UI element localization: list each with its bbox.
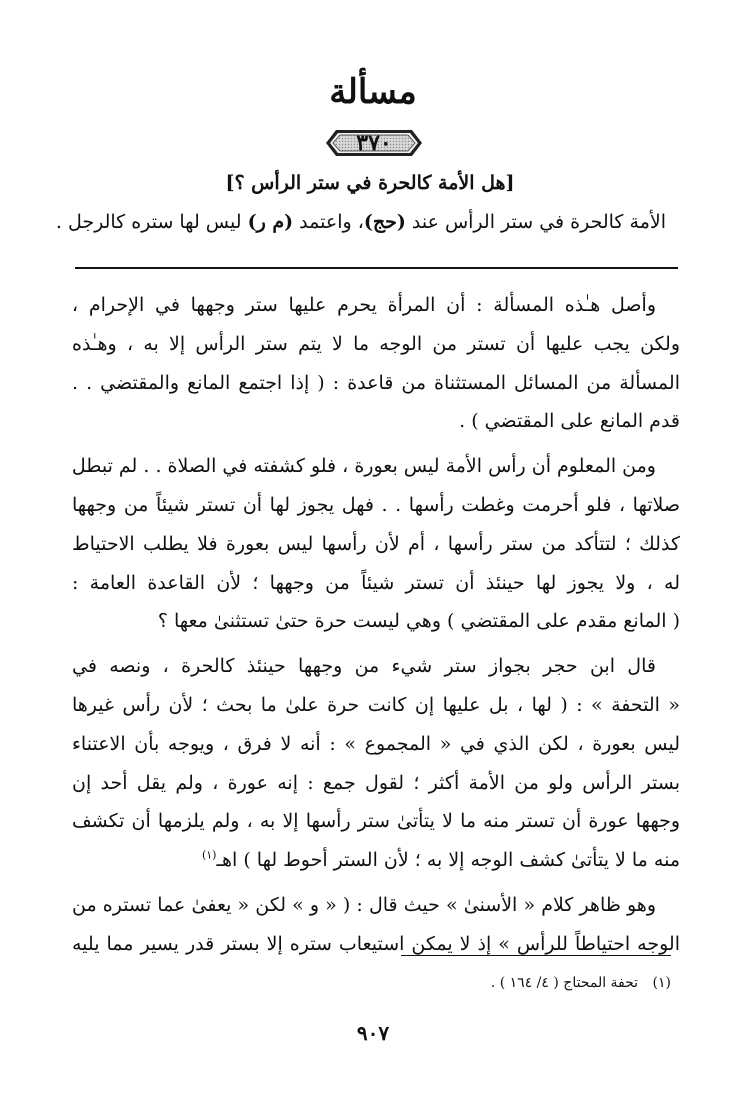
footnote-marker[interactable]: (١)	[201, 848, 217, 862]
text-line: الوجه احتياطاً للرأس » إذ لا يمكن استيعاب ستره إلا بستر قدر يسير مما يليه	[72, 932, 680, 955]
text-line: وأصل هـٰذه المسألة : أن المرأة يحرم عليها ستر وجهها في الإحرام ،	[72, 294, 656, 316]
ruling-text-2: ، واعتمد	[299, 211, 364, 233]
text-line: قدم المانع على المقتضي ) .	[459, 410, 680, 433]
footnote-number: (١)	[652, 975, 671, 991]
text-line: وهو ظاهر كلام « الأسنىٰ » حيث قال : ( « و » لكن « يعفىٰ عما تستره من	[72, 893, 656, 916]
footnote-text: تحفة المحتاج ( ٤/ ١٦٤ ) .	[490, 975, 639, 991]
text-line: له ، ولا يجوز لها حينئذ أن تستر شيئاً من وجهها ؛ لأن القاعدة العامة :	[72, 571, 680, 594]
footnote-separator	[401, 955, 671, 956]
paragraph	[72, 647, 680, 880]
text-line: ليس بعورة ، لكن الذي في « المجموع » : أنه لا فرق ، ويوجه بأن الاعتناء	[72, 732, 680, 755]
paragraph	[72, 286, 680, 441]
paragraph	[72, 447, 680, 641]
text-line: قال ابن حجر بجواز ستر شيء من وجهها حينئذ كالحرة ، ونصه في	[72, 655, 656, 678]
ruling-text-1: الأمة كالحرة في ستر الرأس عند	[411, 211, 666, 233]
text-line: ( المانع مقدم على المقتضي ) وهي ليست حرة حتىٰ تستثنىٰ معها ؟	[157, 610, 680, 633]
section-title: مسألة	[329, 72, 417, 112]
body-text	[72, 286, 680, 964]
text-line: « التحفة » : ( لها ، بل عليها إن كانت حرة علىٰ ما بحث ؛ لأن رأس غيرها	[72, 693, 680, 716]
footnote	[71, 972, 671, 994]
text-line: صلاتها ، فلو أحرمت وغطت رأسها . . فهل يجوز لها أن تستر شيئاً من وجهها	[72, 493, 680, 516]
text-line	[72, 841, 680, 880]
separator-rule	[75, 267, 678, 269]
paragraph	[72, 886, 680, 964]
text-line: ومن المعلوم أن رأس الأمة ليس بعورة ، فلو كشفته في الصلاة . . لم تبطل	[72, 455, 656, 478]
text-line: ولكن يجب عليها أن تستر من الوجه ما لا يتم ستر الرأس إلا به ، وهـٰذه	[72, 332, 680, 355]
text-line: المسألة من المسائل المستثناة من قاعدة : ( إذا اجتمع المانع والمقتضي . .	[72, 371, 680, 394]
issue-number-badge	[326, 128, 422, 158]
ruling-text-3: ليس لها ستره كالرجل .	[55, 211, 242, 233]
ruling-summary	[46, 204, 666, 240]
text-line: وجهها عورة أن تستر منه ما لا يتأتىٰ ستر رأسها إلا به ، ولم يلزمها أن تكشف	[72, 810, 680, 833]
text-line: بستر الرأس ولو من الأمة أكثر ؛ لقول جمع : إنه عورة ، ولم يقل أحد إن	[72, 771, 680, 794]
ruling-abbr-ramli: (م ر)	[247, 211, 294, 233]
ruling-abbr-hajar: (حج)	[363, 211, 406, 233]
text-line: كذلك ؛ لتتأكد من ستر رأسها ، أم لأن رأسها ليس بعورة فلا يطلب الاحتياط	[72, 532, 680, 555]
page-number: ٩٠٧	[356, 1021, 390, 1045]
text-line-content: منه ما لا يتأتىٰ كشف الوجه إلا به ؛ لأن الستر أحوط لها ) اهـ	[216, 849, 680, 872]
issue-number: ٣٧٠	[356, 130, 392, 156]
issue-question: [هل الأمة كالحرة في ستر الرأس ؟]	[225, 172, 515, 194]
